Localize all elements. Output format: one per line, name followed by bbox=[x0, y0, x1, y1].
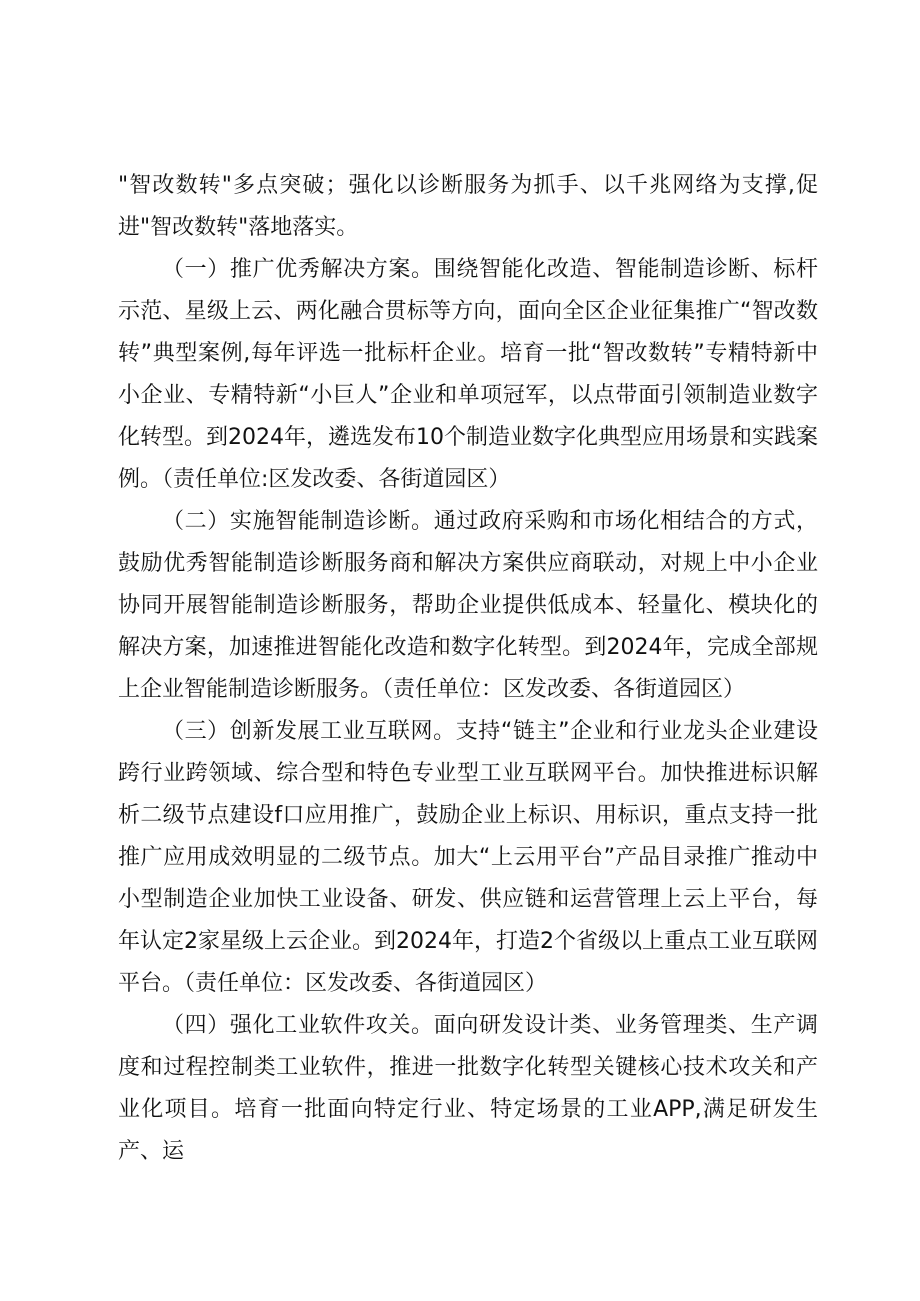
paragraph-section-2 bbox=[118, 501, 818, 711]
section-heading: （四）强化工业软件攻关。 bbox=[162, 1013, 434, 1038]
paragraph-section-1 bbox=[118, 249, 818, 501]
section-heading: （一）推广优秀解决方案。 bbox=[162, 257, 434, 282]
paragraph-body: 通过政府采购和市场化相结合的方式，鼓励优秀智能制造诊断服务商和解决方案供应商联动，对规上中小企业协同开展智能制造诊断服务，帮助企业提供低成本、轻量化、模块化的解决方案，加速推进智能化改造和数字化转型。到2024年，完成全部规上企业智能制造诊断服务。（责任单位：区发改委、各街道园区） bbox=[118, 509, 818, 702]
section-heading: （二）实施智能制造诊断。 bbox=[162, 509, 434, 534]
paragraph-section-4 bbox=[118, 1005, 818, 1173]
paragraph-body: "智改数转"多点突破；强化以诊断服务为抓手、以千兆网络为支撑,促进"智改数转"落地落实。 bbox=[118, 173, 818, 240]
section-heading: （三）创新发展工业互联网。 bbox=[162, 719, 456, 744]
paragraph-section-3 bbox=[118, 711, 818, 1005]
paragraph-body: 围绕智能化改造、智能制造诊断、标杆示范、星级上云、两化融合贯标等方向，面向全区企业征集推广“智改数转”典型案例,每年评选一批标杆企业。培育一批“智改数转”专精特新中小企业、专精特新“小巨人”企业和单项冠军，以点带面引领制造业数字化转型。到2024年，遴选发布10个制造业数字化典型应用场景和实践案例。（责任单位:区发改委、各街道园区） bbox=[118, 257, 818, 492]
paragraph-body: 面向研发设计类、业务管理类、生产调度和过程控制类工业软件，推进一批数字化转型关键核心技术攻关和产业化项目。培育一批面向特定行业、特定场景的工业APP,满足研发生产、运 bbox=[118, 1013, 818, 1164]
paragraph-body: 支持“链主”企业和行业龙头企业建设跨行业跨领域、综合型和特色专业型工业互联网平台。加快推进标识解析二级节点建设f口应用推广，鼓励企业上标识、用标识，重点支持一批推广应用成效明显的二级节点。加大“上云用平台”产品目录推广推动中小型制造企业加快工业设备、研发、供应链和运营管理上云上平台，每年认定2家星级上云企业。到2024年，打造2个省级以上重点工业互联网平台。（责任单位：区发改委、各街道园区） bbox=[118, 719, 818, 996]
paragraph-continuation bbox=[118, 165, 818, 249]
document-body bbox=[118, 165, 818, 1173]
